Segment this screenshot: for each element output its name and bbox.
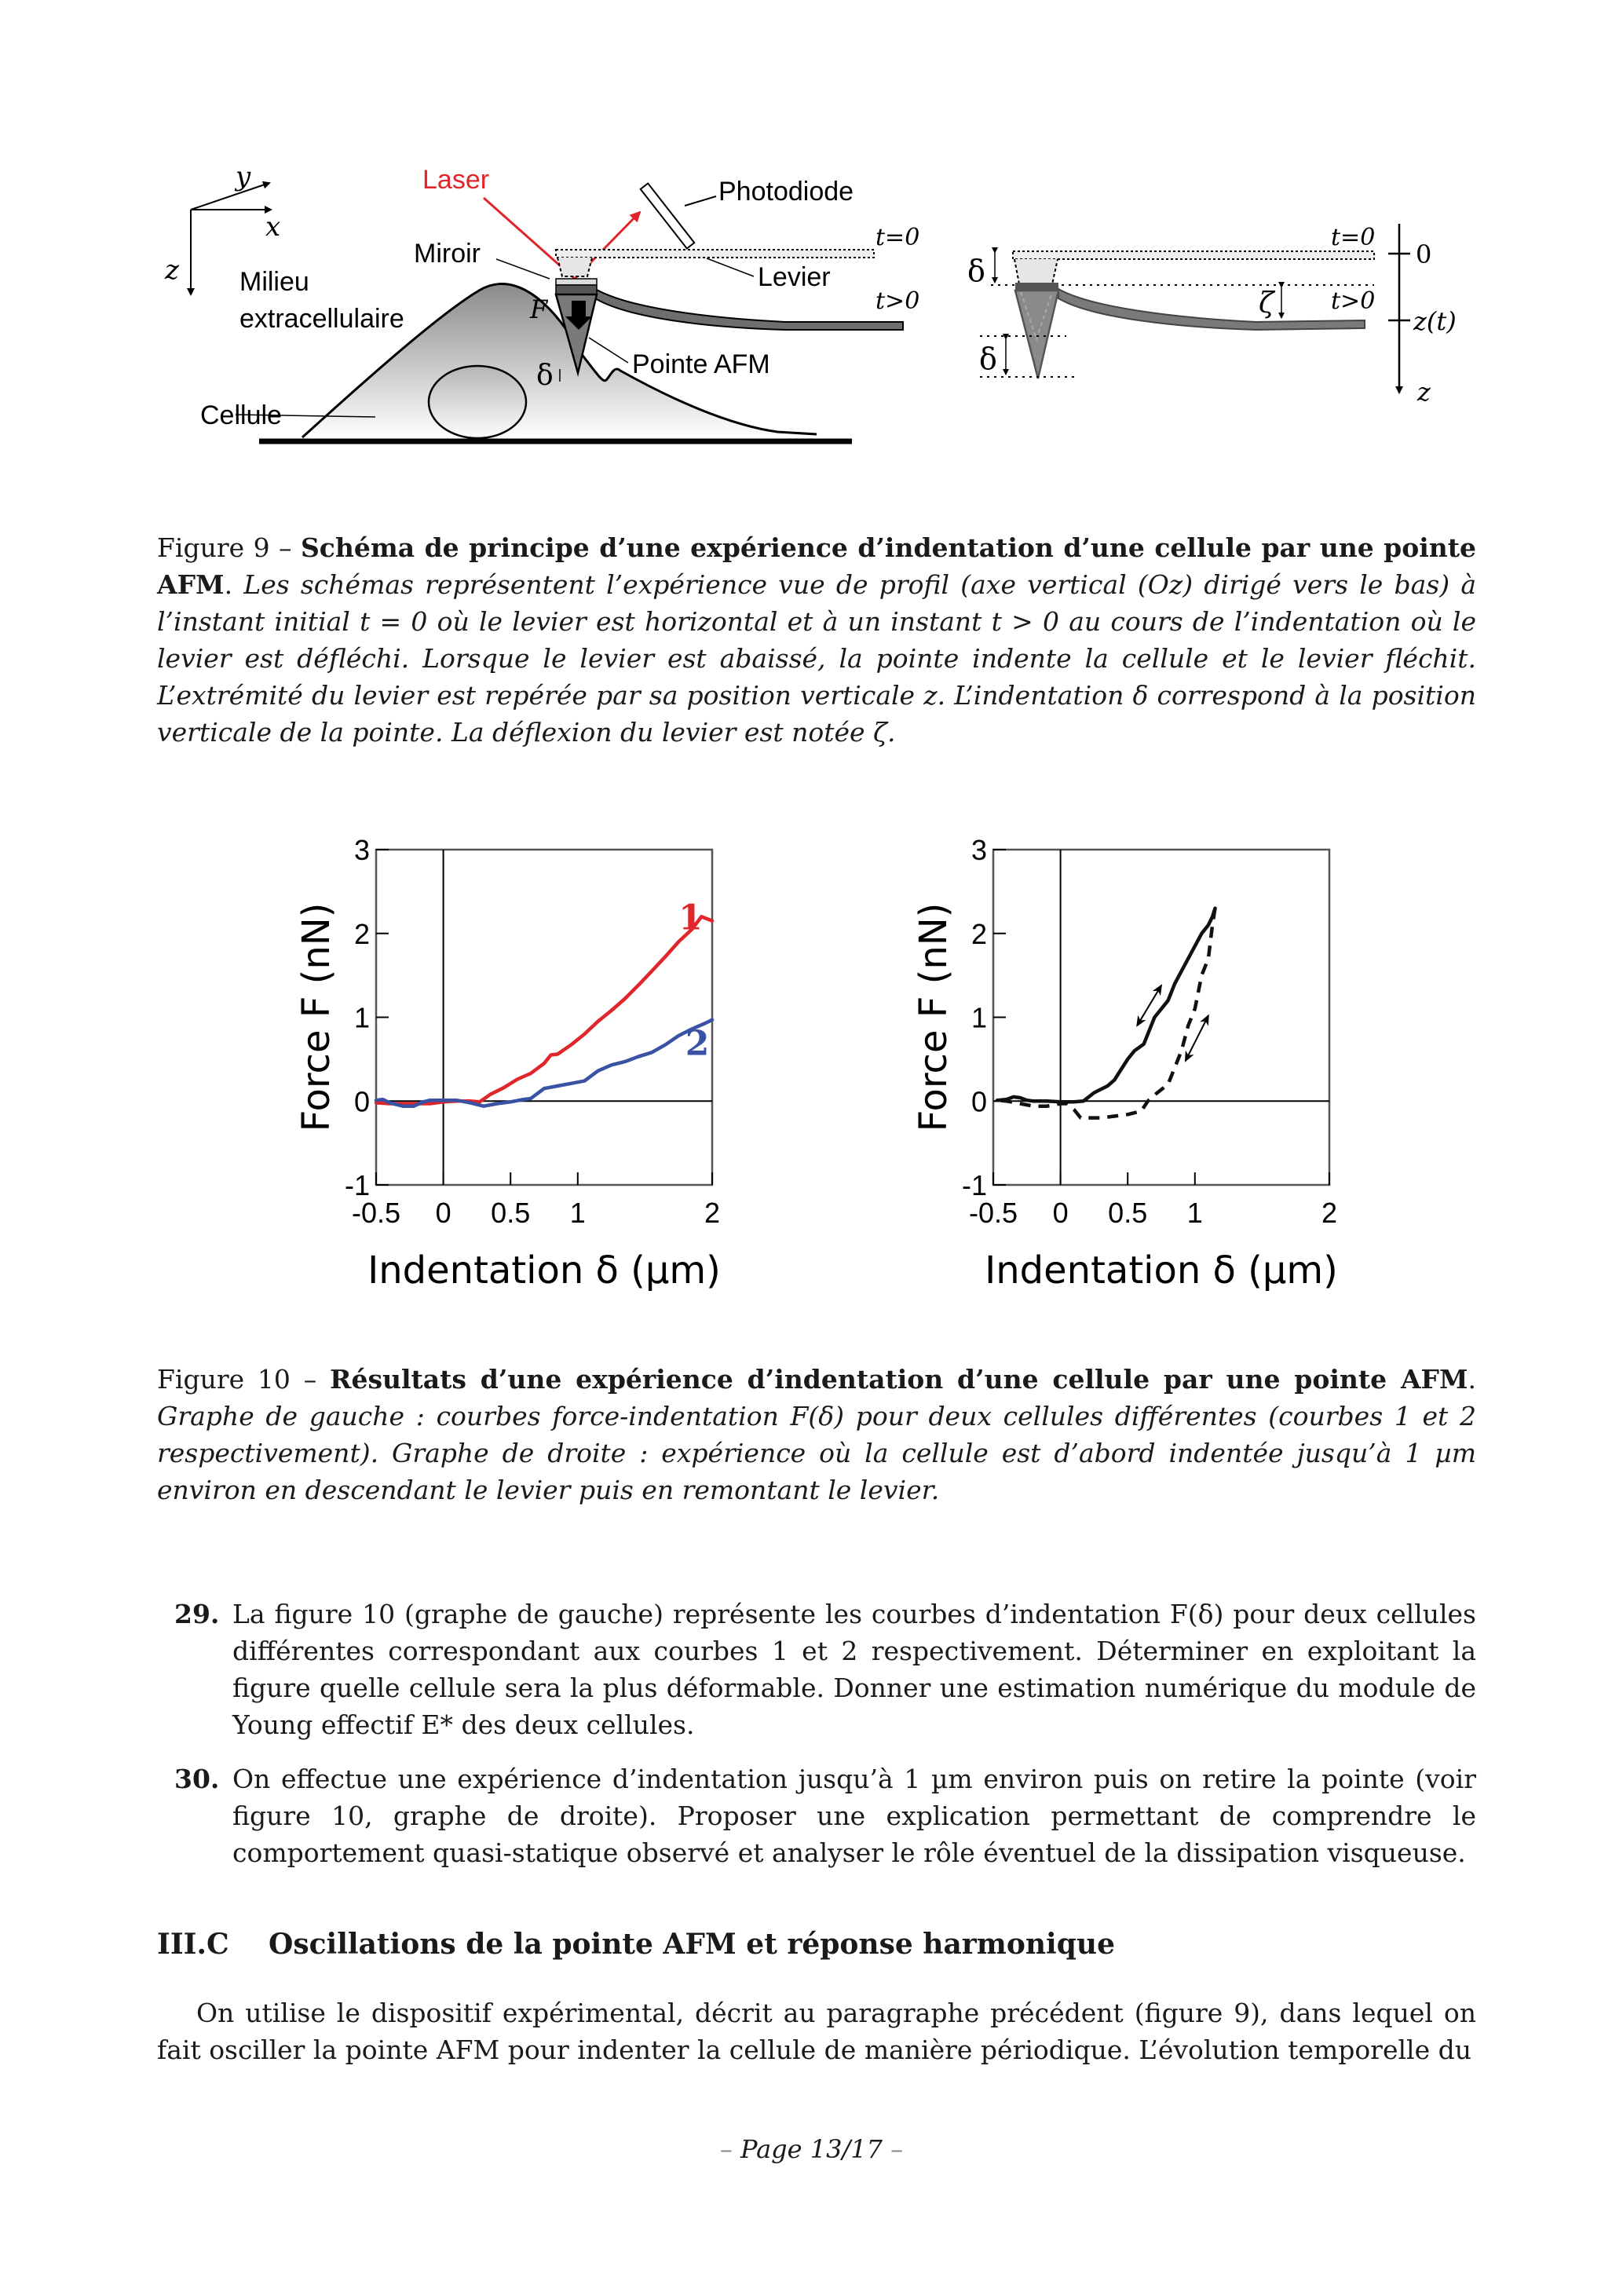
label-force: F (530, 294, 548, 324)
label-t0: t=0 (875, 224, 920, 251)
y-tick-label: 2 (353, 917, 370, 950)
section-title: Oscillations de la pointe AFM et réponse harmonique (269, 1928, 1115, 1961)
curve-label: 1 (678, 898, 703, 938)
page-footer (0, 2134, 1623, 2164)
section-number: III.C (157, 1928, 229, 1961)
x-tick-label: 0 (435, 1197, 451, 1229)
label-miroir: Miroir (414, 239, 481, 269)
x-tick-label: -0.5 (968, 1197, 1018, 1229)
figure10-caption-prefix: Figure 10 – (157, 1364, 331, 1395)
x-axis-label: Indentation δ (µm) (367, 1249, 721, 1292)
right-label-t0: t=0 (1331, 224, 1376, 251)
figure9-caption-title-end: . (224, 569, 233, 600)
y-tick-label: -1 (344, 1169, 370, 1201)
axis-label-z: z (165, 254, 179, 286)
figure9-caption (157, 529, 1476, 751)
y-tick-label: 1 (353, 1001, 370, 1034)
right-label-delta-bottom: δ (979, 342, 997, 376)
plot-frame (993, 850, 1329, 1185)
x-tick-label: 0.5 (491, 1197, 531, 1229)
label-cellule: Cellule (200, 400, 282, 430)
label-tpos: t>0 (875, 287, 920, 315)
x-tick-label: 0.5 (1108, 1197, 1148, 1229)
label-delta-cell: δ (536, 360, 554, 392)
chart-right (617, 817, 1428, 1319)
x-tick-label: 2 (1321, 1197, 1338, 1229)
label-milieu-1: Milieu (239, 267, 309, 297)
footer-dash-right: – (890, 2134, 904, 2164)
axis-label-x: x (265, 211, 281, 243)
photodiode (641, 183, 695, 248)
y-tick-label: 0 (353, 1085, 370, 1118)
axis-label-y: y (236, 161, 251, 192)
y-tick-label: 1 (971, 1001, 987, 1034)
section-heading (157, 1928, 1115, 1961)
question-30 (157, 1760, 1476, 1871)
right-axis-z: z (1417, 377, 1431, 407)
right-label-zeta: ζ (1259, 287, 1274, 320)
question-text: On effectue une expérience d’indentation jusqu’à 1 µm environ puis on retire la pointe (voir figure 10, graphe de droite). Proposer une explication permettant de comprendre le comportement quasi-statique observé et analyser le rôle éventuel de la dissipation visqueuse. (232, 1764, 1476, 1868)
curve-label: 2 (685, 1023, 710, 1064)
page-number: Page 13/17 (740, 2134, 883, 2164)
question-number: 29. (174, 1599, 220, 1629)
figure10-caption-title-end: . (1468, 1364, 1477, 1395)
section-paragraph: On utilise le dispositif expérimental, décrit au paragraphe précédent (figure 9), dans lequel on fait osciller la pointe AFM pour indenter la cellule de manière périodique. L’évolution temporelle du (157, 1998, 1476, 2065)
label-milieu-2: extracellulaire (239, 304, 404, 334)
x-tick-label: 2 (704, 1197, 721, 1229)
figure10-caption-body: Graphe de gauche : courbes force-indentation F(δ) pour deux cellules différentes (courbes 1 et 2 respectivement). Graphe de droite : expérience où la cellule est d’abord indentée jusqu’à 1 µm environ en descendant le levier puis en remontant le levier. (157, 1401, 1476, 1505)
label-pointe: Pointe AFM (632, 349, 770, 379)
x-tick-label: 1 (1186, 1197, 1203, 1229)
y-tick-label: 3 (971, 834, 987, 866)
right-axis-zero: 0 (1416, 239, 1432, 269)
y-tick-label: 3 (353, 834, 370, 866)
question-29 (157, 1596, 1476, 1743)
question-number: 30. (174, 1764, 220, 1794)
label-photodiode: Photodiode (718, 177, 854, 207)
right-axis-zt: z(t) (1413, 306, 1457, 336)
x-tick-label: 0 (1052, 1197, 1069, 1229)
x-tick-label: 1 (569, 1197, 586, 1229)
right-label-delta-top: δ (967, 254, 985, 288)
right-label-tpos: t>0 (1331, 287, 1376, 315)
figure9-caption-prefix: Figure 9 – (157, 532, 301, 563)
nucleus (429, 366, 526, 438)
x-axis-label: Indentation δ (µm) (985, 1249, 1338, 1292)
x-tick-label: -0.5 (351, 1197, 401, 1229)
figure10-caption (157, 1361, 1476, 1508)
y-tick-label: 2 (971, 917, 987, 950)
y-axis-label: Force F (nN) (294, 902, 338, 1132)
footer-dash-left: – (719, 2134, 733, 2164)
y-tick-label: -1 (961, 1169, 987, 1201)
question-text: La figure 10 (graphe de gauche) représente les courbes d’indentation F(δ) pour deux cellules différentes correspondant aux courbes 1 et 2 respectivement. Déterminer en exploitant la figure quelle cellule sera la plus déformable. Donner une estimation numérique du module de Young effectif E* des deux cellules. (232, 1599, 1476, 1740)
y-tick-label: 0 (971, 1085, 987, 1118)
label-levier: Levier (758, 262, 831, 292)
figure9-diagram (0, 0, 1623, 487)
label-laser: Laser (422, 165, 490, 195)
figure9-caption-body: Les schémas représentent l’expérience vue de profil (axe vertical (Oz) dirigé vers le bas) à l’instant initial t = 0 où le levier est horizontal et à un instant t > 0 au cours de l’indentation où le levier est défléchi. Lorsque le levier est abaissé, la pointe indente la cellule et le levier fléchit. L’extrémité du levier est repérée par sa position verticale z. L’indentation δ correspond à la position verticale de la pointe. La déflexion du levier est notée ζ. (157, 569, 1476, 748)
figure9-caption-title: Schéma de principe d’une expérience d’indentation d’une cellule par une pointe AFM (157, 532, 1476, 600)
y-axis-label: Force F (nN) (912, 902, 956, 1132)
figure10-caption-title: Résultats d’une expérience d’indentation d’une cellule par une pointe AFM (330, 1364, 1468, 1395)
